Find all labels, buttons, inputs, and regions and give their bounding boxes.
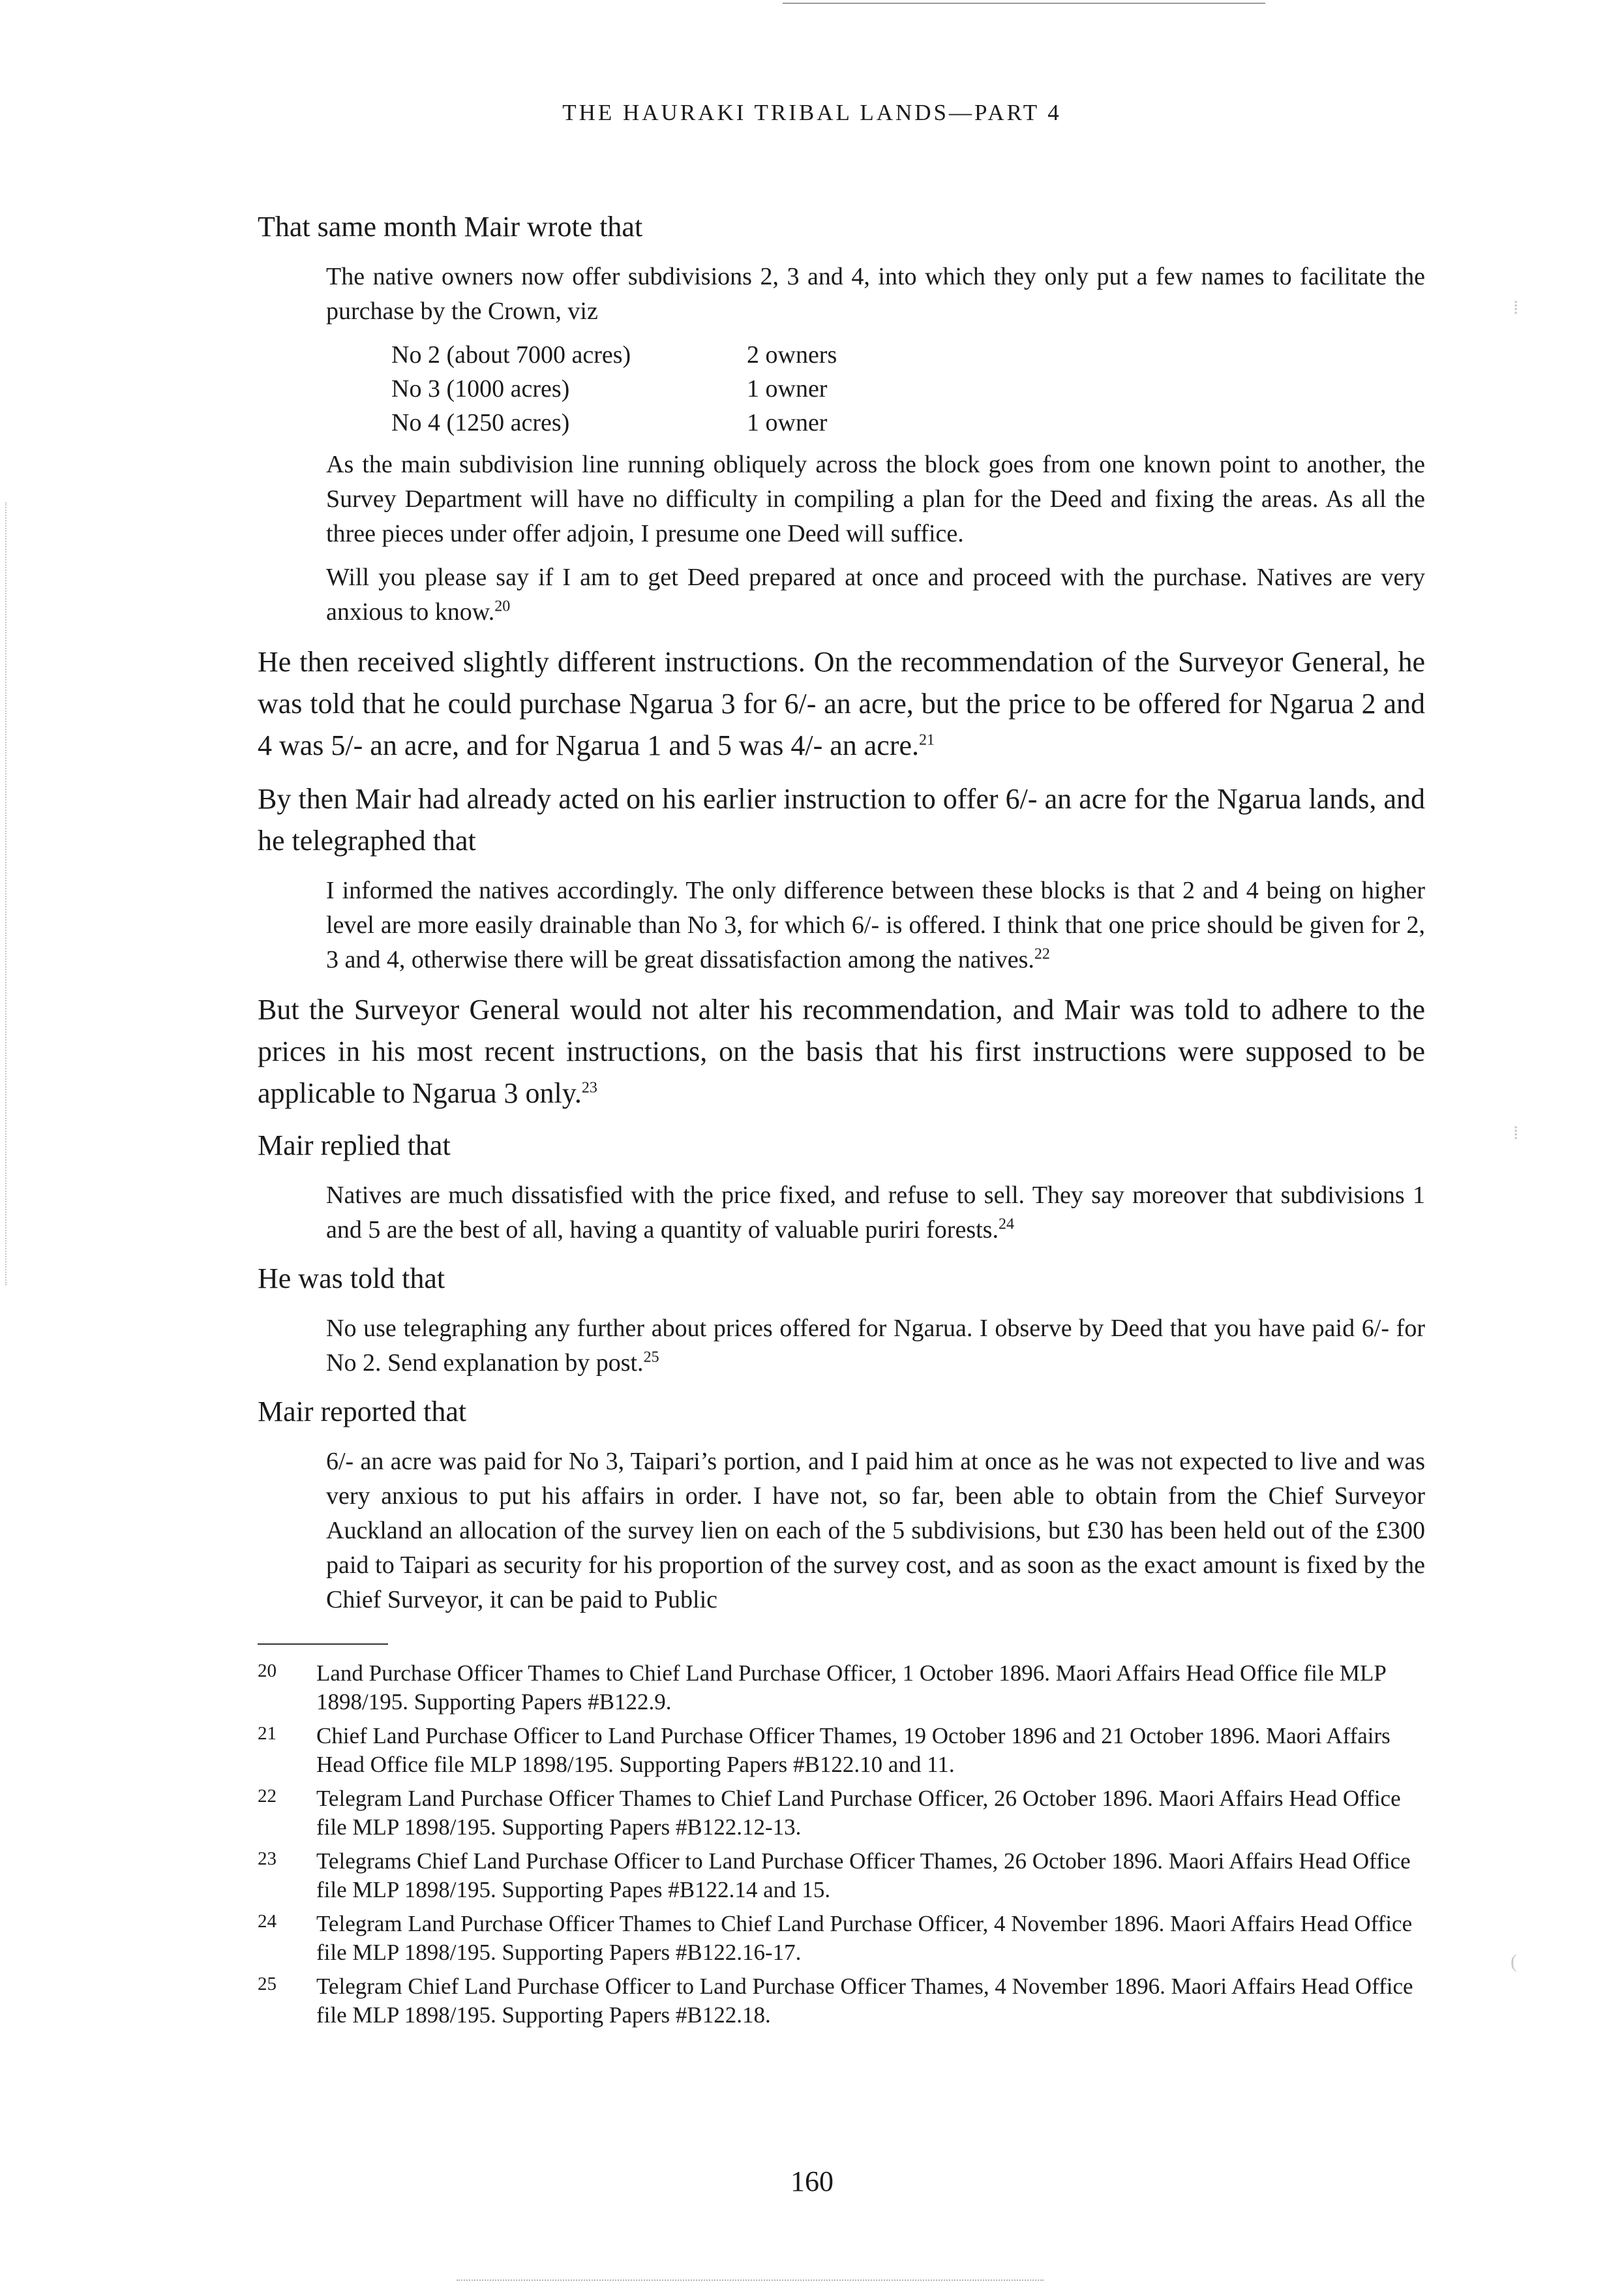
- footnote-text: Telegram Land Purchase Officer Thames to Chief Land Purchase Officer, 4 November 1896. Maori Affairs Head Office file MLP 1898/195. Supporting Papers #B122.16-17.: [316, 1911, 1413, 1965]
- footnote-ref[interactable]: 21: [919, 731, 935, 749]
- quote-text: As the main subdivision line running obliquely across the block goes from one known point to another, the Survey Department will have no difficulty in compiling a plan for the Deed and fixing the areas. As all the three pieces under offer adjoin, I presume one Deed will suffice.: [326, 451, 1425, 547]
- quote-paragraph: [326, 1311, 1425, 1380]
- footnote-ref[interactable]: 20: [494, 598, 511, 615]
- footnote-text: Chief Land Purchase Officer to Land Purchase Officer Thames, 19 October 1896 and 21 October 1896. Maori Affairs Head Office file MLP 1898/195. Supporting Papers #B122.10 and 11.: [316, 1723, 1391, 1777]
- scan-speck: ⁞: [1513, 297, 1519, 318]
- paragraph-text: But the Surveyor General would not alter his recommendation, and Mair was told to adhere to the prices in his most recent instructions, on the basis that his first instructions were supposed to be applicable to Ngarua 3 only.: [258, 994, 1425, 1109]
- footnote-number: 25: [258, 1974, 277, 1994]
- body-paragraph: [258, 778, 1425, 862]
- subdivision-cell: No 2 (about 7000 acres): [391, 341, 631, 369]
- owners-cell: 1 owner: [747, 375, 828, 403]
- footnote: [258, 1722, 1425, 1779]
- quote-paragraph: [326, 874, 1425, 977]
- page-number: 160: [790, 2165, 834, 2197]
- scan-edge-top: [783, 3, 1265, 4]
- scan-edge-left: [5, 502, 7, 1285]
- intro-text: Mair reported that: [258, 1396, 467, 1427]
- block-quote: [326, 1444, 1425, 1617]
- scan-speck: (: [1511, 1951, 1517, 1972]
- footnote-divider: [258, 1643, 388, 1645]
- footnote: [258, 1659, 1425, 1716]
- quote-paragraph: [326, 1178, 1425, 1247]
- table-row: [326, 338, 837, 372]
- footnote-ref[interactable]: 22: [1034, 945, 1050, 963]
- footnote-number: 20: [258, 1660, 277, 1681]
- footnote-ref[interactable]: 23: [581, 1079, 597, 1097]
- footnote-number: 21: [258, 1723, 277, 1744]
- quote-text: The native owners now offer subdivisions 2, 3 and 4, into which they only put a few names to facilitate the purchase by the Crown, viz: [326, 263, 1425, 325]
- paragraph-text: By then Mair had already acted on his earlier instruction to offer 6/- an acre for the Ngarua lands, and he telegraphed that: [258, 783, 1425, 857]
- footnote-text: Telegrams Chief Land Purchase Officer to Land Purchase Officer Thames, 26 October 1896. Maori Affairs Head Office file MLP 1898/195. Supporting Papes #B122.14 and 15.: [316, 1848, 1411, 1902]
- quote-text: Will you please say if I am to get Deed prepared at once and proceed with the purchase. Natives are very anxious to know.: [326, 564, 1425, 626]
- intro-text: That same month Mair wrote that: [258, 211, 643, 243]
- footnote-number: 22: [258, 1786, 277, 1807]
- quote-paragraph: [326, 448, 1425, 551]
- quote-text: Natives are much dissatisfied with the price fixed, and refuse to sell. They say moreover that subdivisions 1 and 5 are the best of all, having a quantity of valuable puriri forests.: [326, 1182, 1425, 1243]
- footnote-ref[interactable]: 25: [643, 1349, 659, 1366]
- quote-text: 6/- an acre was paid for No 3, Taipari’s portion, and I paid him at once as he was not expected to live and was very anxious to put his affairs in order. I have not, so far, been able to obtain from the Chief Surveyor Auckland an allocation of the survey lien on each of the 5 subdivisions, but £30 has been held out of the £300 paid to Taipari as security for his proportion of the survey cost, and as soon as the exact amount is fixed by the Chief Surveyor, it can be paid to Public: [326, 1448, 1425, 1613]
- quote-text: I informed the natives accordingly. The only difference between these blocks is that 2 and 4 being on higher level are more easily drainable than No 3, for which 6/- is offered. I think that one price should be given for 2, 3 and 4, otherwise there will be great dissatisfaction among the natives.: [326, 877, 1425, 973]
- body-paragraph: [258, 641, 1425, 767]
- page-body: [258, 207, 1425, 2035]
- footnote-number: 23: [258, 1848, 277, 1869]
- footnote: [258, 1847, 1425, 1904]
- block-quote: [326, 1311, 1425, 1380]
- subdivision-cell: No 4 (1250 acres): [391, 409, 570, 436]
- footnote-text: Telegram Land Purchase Officer Thames to Chief Land Purchase Officer, 26 October 1896. Maori Affairs Head Office file MLP 1898/195. Supporting Papers #B122.12-13.: [316, 1786, 1401, 1840]
- block-quote: [326, 1178, 1425, 1247]
- intro-text: He was told that: [258, 1262, 445, 1294]
- table-row: [326, 406, 837, 440]
- subdivision-cell: No 3 (1000 acres): [391, 375, 570, 403]
- quote-paragraph: [326, 1444, 1425, 1617]
- owners-cell: 2 owners: [747, 341, 837, 369]
- footnote-ref[interactable]: 24: [998, 1215, 1014, 1233]
- footnote-text: Land Purchase Officer Thames to Chief Land Purchase Officer, 1 October 1896. Maori Affairs Head Office file MLP 1898/195. Supporting Papers #B122.9.: [316, 1660, 1386, 1715]
- scan-speck: ⁞: [1513, 1122, 1519, 1144]
- body-paragraph: [258, 989, 1425, 1114]
- quote-text: No use telegraphing any further about prices offered for Ngarua. I observe by Deed that you have paid 6/- for No 2. Send explanation by post.: [326, 1315, 1425, 1377]
- footnote: [258, 1784, 1425, 1842]
- block-quote: [326, 260, 1425, 630]
- subdivision-table: [326, 338, 837, 440]
- table-row: [326, 372, 837, 406]
- footnotes: [258, 1659, 1425, 2030]
- footnote-number: 24: [258, 1911, 277, 1932]
- intro-text: Mair replied that: [258, 1129, 451, 1161]
- block-quote: [326, 874, 1425, 977]
- footnote: [258, 1972, 1425, 2030]
- quote-paragraph: [326, 260, 1425, 329]
- quote-paragraph: [326, 560, 1425, 630]
- scan-edge-bottom: [457, 2280, 1044, 2281]
- running-head: THE HAURAKI TRIBAL LANDS—PART 4: [562, 100, 1062, 125]
- footnote-text: Telegram Chief Land Purchase Officer to Land Purchase Officer Thames, 4 November 1896. Maori Affairs Head Office file MLP 1898/195. Supporting Papers #B122.18.: [316, 1974, 1413, 2028]
- paragraph-text: He then received slightly different instructions. On the recommendation of the Surveyor General, he was told that he could purchase Ngarua 3 for 6/- an acre, but the price to be offered for Ngarua 2 and 4 was 5/- an acre, and for Ngarua 1 and 5 was 4/- an acre.: [258, 646, 1425, 761]
- footnote: [258, 1910, 1425, 1967]
- owners-cell: 1 owner: [747, 409, 828, 436]
